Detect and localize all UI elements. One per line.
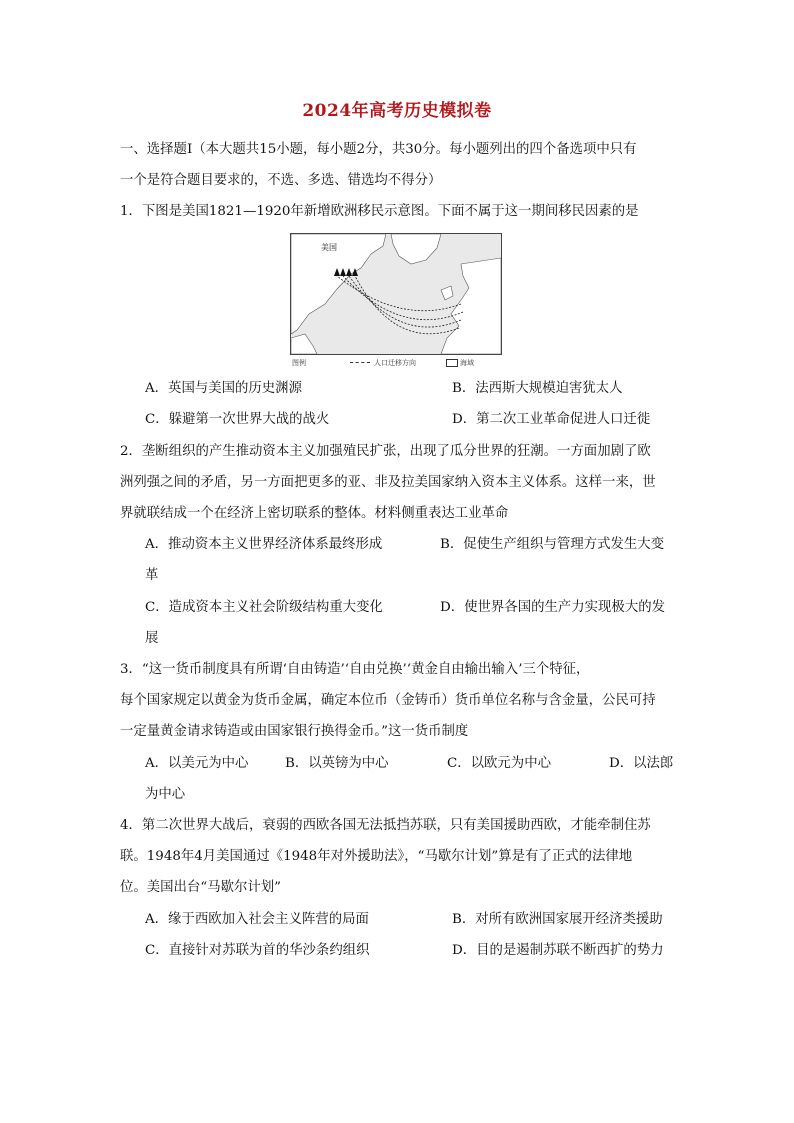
q4-option-b: B．对所有欧洲国家展开经济类援助 <box>452 912 663 927</box>
q2-option-a: A．推动资本主义世界经济体系最终形成 <box>145 537 383 552</box>
q3-option-b: B．以英镑为中心 <box>285 756 389 771</box>
q4-option-c: C．直接针对苏联为首的华沙条约组织 <box>145 943 370 958</box>
question-3-stem-line-1: 3．“这一货币制度具有所谓‘自由铸造’‘自由兑换’‘黄金自由输出输入’三个特征， <box>120 662 590 677</box>
q3-option-a: A．以美元为中心 <box>145 756 249 771</box>
map-legend-sea-label: 海域 <box>460 359 474 367</box>
q2-option-b-continued: 革 <box>145 568 159 583</box>
q3-option-d-continued: 为中心 <box>145 787 186 802</box>
map-region-label: 美国 <box>321 243 337 252</box>
q2-option-c: C．造成资本主义社会阶级结构重大变化 <box>145 600 383 615</box>
q2-option-b: B．促使生产组织与管理方式发生大变 <box>440 537 665 552</box>
q1-option-d: D．第二次工业革命促进人口迁徙 <box>452 412 651 427</box>
map-legend-arrow-label: 人口迁移方向 <box>374 359 416 367</box>
question-3-stem-line-2: 每个国家规定以黄金为货币金属，确定本位币（金铸币）货币单位名称与含金量，公民可持 <box>120 693 656 708</box>
question-2-stem-line-2: 洲列强之间的矛盾，另一方面把更多的亚、非及拉美国家纳入资本主义体系。这样一来，世 <box>120 475 656 490</box>
question-3-stem-line-3: 一定量黄金请求铸造或由国家银行换得金币。”这一货币制度 <box>120 724 469 739</box>
q2-option-d-continued: 展 <box>145 631 159 646</box>
legend-arrow-icon <box>350 362 370 363</box>
q1-option-a: A．英国与美国的历史渊源 <box>145 381 302 396</box>
q2-option-d: D．使世界各国的生产力实现极大的发 <box>440 600 665 615</box>
question-4-stem-line-3: 位。美国出台“马歇尔计划” <box>120 880 281 895</box>
question-4-stem-line-1: 4．第二次世界大战后，衰弱的西欧各国无法抵挡苏联，只有美国援助西欧，才能牵制住苏 <box>120 818 651 833</box>
map-legend-title: 图例 <box>292 359 306 367</box>
legend-sea-icon <box>446 359 458 367</box>
q4-option-d: D．目的是遏制苏联不断西扩的势力 <box>452 943 664 958</box>
q3-option-d: D．以法郎 <box>609 756 674 771</box>
question-2-stem-line-1: 2．垄断组织的产生推动资本主义加强殖民扩张，出现了瓜分世界的狂潮。一方面加剧了欧 <box>120 444 651 459</box>
q1-option-c: C．躲避第一次世界大战的战火 <box>145 412 330 427</box>
question-2-stem-line-3: 界就联结成一个在经济上密切联系的整体。材料侧重表达工业革命 <box>120 506 509 521</box>
q3-option-c: C．以欧元为中心 <box>447 756 551 771</box>
migration-map <box>290 233 502 355</box>
q1-option-b: B．法西斯大规模迫害犹太人 <box>452 381 623 396</box>
q4-option-a: A．缘于西欧加入社会主义阵营的局面 <box>145 912 369 927</box>
exam-title: 2024年高考历史模拟卷 <box>302 101 492 121</box>
question-1-stem: 1．下图是美国1821—1920年新增欧洲移民示意图。下面不属于这一期间移民因素的是 <box>120 204 639 219</box>
question-4-stem-line-2: 联。1948年4月美国通过《1948年对外援助法》，“马歇尔计划”算是有了正式的法律地 <box>120 849 633 864</box>
section-instructions-line-1: 一、选择题Ⅰ（本大题共15小题，每小题2分，共30分。每小题列出的四个备选项中只有 <box>120 142 637 157</box>
section-instructions-line-2: 一个是符合题目要求的，不选、多选、错选均不得分） <box>120 173 442 188</box>
map-legend <box>290 357 502 369</box>
